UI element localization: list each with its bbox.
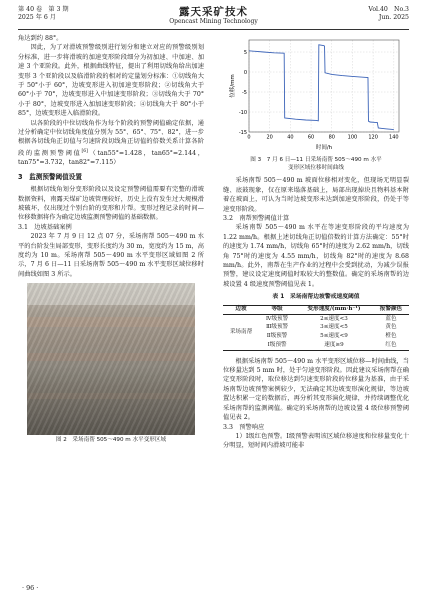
right-column [223, 34, 409, 451]
slope-photo [27, 283, 195, 435]
table-cell: Ⅲ级预警 [265, 324, 289, 331]
x-tick-label: 100 [347, 134, 358, 141]
y-tick-label: -5 [242, 89, 247, 96]
paragraph: 2023 年 7 月 9 日 12 点 07 分，采场南帮 505～490 m 水平的台阶发生局部变形，变形长度约为 30 m，宽度约为 15 m，高度约为 10 m。采场南帮 505～490 m 水平变形区域如图 2 所示，7 月 6 日—11 日采场南帮 505～490 m 水平变形区域位移时间曲线如图 3 所示。 [18, 233, 204, 278]
x-tick-label: 120 [368, 134, 378, 141]
journal-title-cn: 露天采矿技术 [179, 6, 248, 18]
table-cell: 3≤速度<5 [320, 324, 348, 331]
series-line [249, 45, 394, 130]
x-tick-label: 20 [266, 134, 273, 141]
y-tick-label: 0 [243, 69, 247, 76]
header-rule [18, 29, 409, 30]
table-cell: 蓝色 [385, 315, 397, 322]
left-column [18, 34, 204, 449]
table-cell: 5≤速度<9 [320, 333, 348, 340]
y-tick-label: -10 [238, 109, 247, 116]
journal-title-en: Opencast Mining Technology [169, 18, 258, 25]
citation-ref[interactable]: [6] [81, 148, 88, 154]
table-row [223, 315, 409, 324]
journal-title [18, 6, 409, 26]
table-header: 等级 [271, 306, 283, 313]
paragraph: 1）Ⅰ级红色预警。Ⅰ级预警表明该区域位移速度和位移量变化十分明显，短时间内滑坡可能非 [223, 432, 409, 450]
x-axis-ticks [247, 135, 398, 141]
chart-grid [249, 40, 399, 132]
paragraph: 采场南帮 505～490 m 坡面位移相对变化，但现场无明显裂缝、底鼓现象，仅在原来塌落基础上，局部出现掉块且物料基本附着在坡面上，可认为当时边坡变形未达到加速变形阶段，仍处于等速变形阶段。 [223, 177, 409, 213]
table-cell-slope: 采场南帮 [229, 328, 253, 335]
y-tick-label: 5 [243, 49, 247, 56]
subsection-heading: 3.1 边坡基础案例 [18, 223, 72, 231]
paragraph-text: （tan55°=1.428，tan65°=2.144，tan75°=3.732，tan82°=7.115） [18, 149, 204, 167]
figure-caption: 图 2 采场南帮 505～490 m 水平变形区域 [55, 437, 167, 444]
figure-caption-line: 图 3 7 月 6 日—11 日采场南帮 505～490 m 水平 [250, 157, 382, 164]
figure-caption-line: 变形区域位移时间曲线 [288, 164, 344, 171]
x-axis-label: 时间/h [315, 145, 333, 151]
table-cell: Ⅱ级预警 [266, 333, 288, 340]
date-cn: 2025 年 6 月 [18, 14, 56, 21]
paragraph: 根据采场南帮 505～490 m 水平变形区域位移—时间曲线，当位移量达到 5 mm 时，处于匀速变形阶段。因此建议采场南帮在确定变形阶段时，取位移达到匀速变形阶段的位移量为基准，由于采场南帮边坡预警案例较少，无法确定其边坡变形演化规律，等边坡置达积累一定的数据后，再分析其变形演化规律，并持续调整优化采场南帮的监测阈值。确定的采场南帮的边坡设置 4 级位移预警阈值见表 2。 [223, 357, 409, 422]
table-cell: 红色 [385, 341, 397, 348]
x-tick-label: 40 [287, 134, 294, 141]
table-cell: 2≤速度<3 [320, 315, 348, 322]
table-header: 报警颜色 [379, 306, 403, 313]
volume-issue-cn: 第 40 卷 第 3 期 [18, 6, 69, 13]
paragraph: 角达到约 88°。 [18, 35, 63, 42]
page-header [18, 6, 409, 28]
subsection-heading: 3.3 预警响应 [223, 423, 265, 431]
date-en: Jun. 2025 [378, 14, 409, 21]
table-cell: 黄色 [385, 324, 397, 331]
x-tick-label: 0 [247, 134, 251, 141]
figure-caption [223, 157, 409, 172]
table-cell: Ⅳ级预警 [265, 315, 289, 322]
paragraph-text: 以各阶段的中位切线角作为每个阶段的预警阈值确定依据，通过分析确定中位切线角度值分别为 55°、65°、75°、82°，进一步根据各切线角正切值与匀速阶段切线角正切值的倍数关系计算各阶段的监测预警阈值 [18, 119, 204, 157]
table-cell: 速度≥9 [324, 341, 344, 348]
y-tick-label: -15 [238, 129, 247, 136]
table-caption: 表 1 采场南帮边坡警戒速度阈值 [272, 294, 360, 301]
y-axis-label: 位移/mm [230, 74, 236, 98]
plot-frame [249, 40, 399, 132]
chart-svg [227, 34, 407, 152]
paragraph: 根据切线角划分变形阶段以及设定预警阈值需要有完整的滑坡数据资料，南露天煤矿边坡管理较好，历史上没有发生过大规模滑坡破坏，仅出现过个别台阶的变形和片帮。变形过程记录的时间—位移数据将作为确定边坡监测预警阈值的基础数据。 [18, 186, 204, 222]
x-tick-label: 80 [328, 134, 335, 141]
table-header: 边坡 [235, 306, 247, 313]
x-tick-label: 60 [307, 134, 315, 141]
displacement-chart [227, 34, 409, 155]
header-issue-en [368, 6, 409, 22]
table-cell: Ⅰ级预警 [267, 341, 287, 348]
table-header: 变形速度/(mm·h⁻¹) [307, 306, 361, 313]
paragraph: 采场南帮 505～490 m 水平在等速变形阶段的平均速度为 1.22 mm/h。根据上述切线角正切值倍数的计算方法确定：55°时的速度为 1.74 mm/h，切线角 65°时的速度为 2.62 mm/h，切线角 75°时的速度为 4.55 mm/h，切线角 82°时的速度为 8.68 mm/h。此外，南帮在生产作业的过程中会受到扰动，为减少误报预警，建议设定速度阈值时取较大的整数值。确定的采场南帮的边坡设置 4 级速度预警阈值见表 1。 [223, 224, 409, 288]
subsection-heading: 3.2 南帮预警阈值计算 [223, 215, 290, 223]
table-cell: 橙色 [385, 333, 397, 340]
table-header-row [223, 305, 409, 315]
threshold-table [223, 305, 409, 351]
x-tick-label: 140 [389, 134, 399, 141]
paragraph [18, 119, 204, 168]
section-heading: 3 监测预警阈值设置 [18, 172, 82, 181]
volume-issue-en: Vol.40 No.3 [368, 6, 409, 13]
paragraph: 因此，为了对滑坡预警级别进行划分和建立对应的预警级别划分标准，进一步将滑坡的加速变形阶段细分为初加速、中加速、加速 3 个亚阶段。此外，根据曲线特征，提出了利用切线角给出加速变形 3 个亚阶段以及临滑阶段的相对的定量划分标准：①切线角大于 50°小于 60°，边坡变形进入初加速变形阶段；②切线角大于 60°小于 70°，边坡变形进入中加速变形阶段；③切线角大于 70°小于 80°，边坡变形进入加加速变形阶段；④切线角大于 80°小于 85°，边坡变形进入临滑阶段。 [18, 44, 204, 118]
page-number: · 96 · [22, 584, 39, 592]
y-axis-ticks [239, 50, 247, 136]
